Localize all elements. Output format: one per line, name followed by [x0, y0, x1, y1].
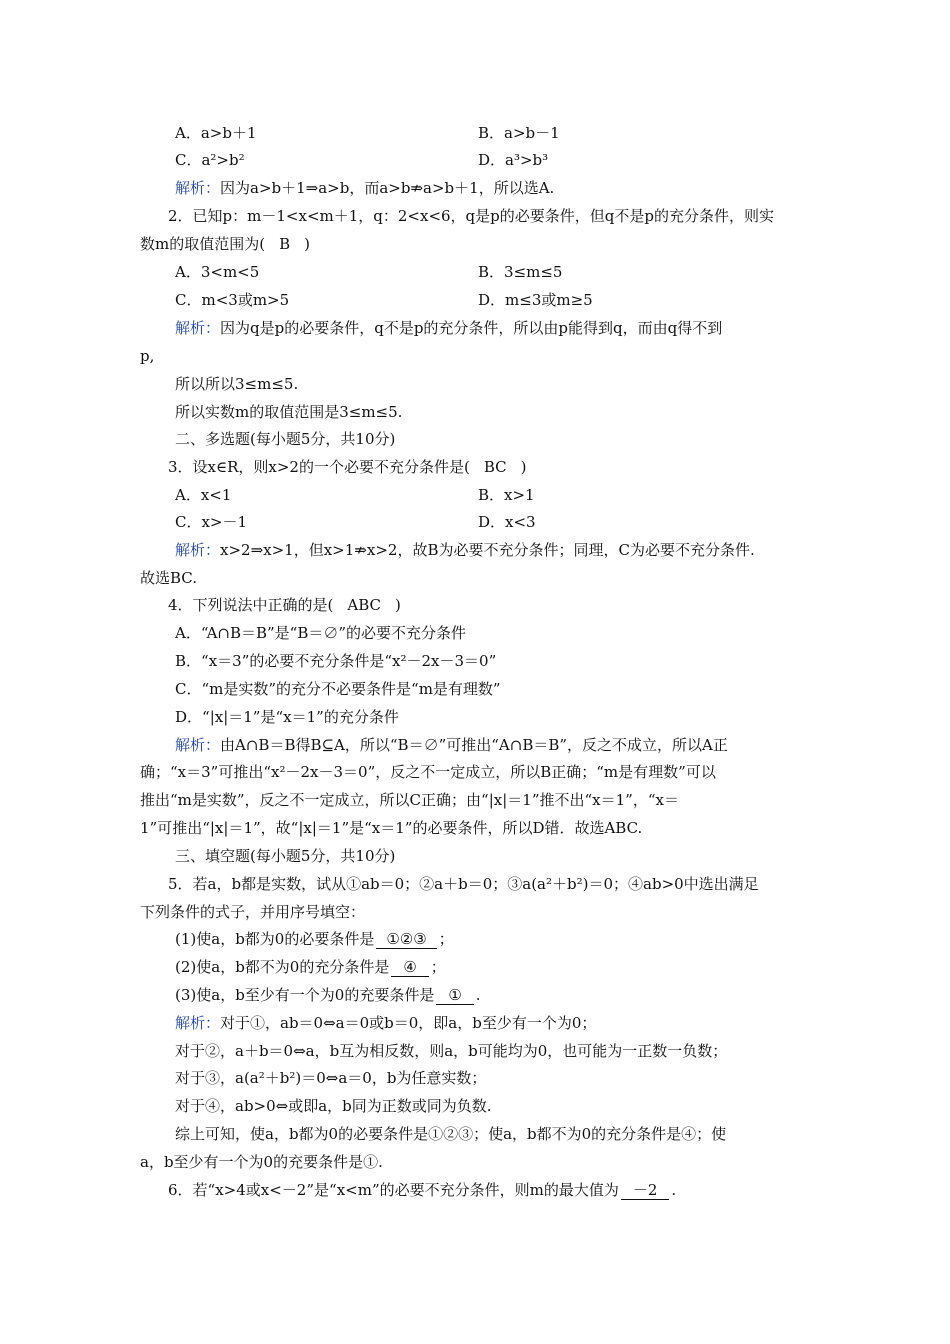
q2-option-c: C．m<3或m>5	[175, 291, 290, 309]
analysis-label: 解析：	[175, 736, 221, 754]
q2-option-b: B．3≤m≤5	[478, 263, 563, 281]
q5-stem-line1: 5．若a，b都是实数，试从①ab＝0；②a＋b＝0；③a(a²＋b²)＝0；④ab>0中选出满足	[168, 875, 759, 893]
q3-stem-text: 3．设x∈R，则x>2的一个必要不充分条件是(	[168, 458, 470, 476]
analysis-text: 对于①，ab＝0⇔a＝0或b＝0，即a，b至少有一个为0；	[220, 1014, 597, 1032]
q1-analysis	[175, 178, 554, 198]
q5-part1-answer: ①②③	[376, 930, 436, 949]
q2-analysis-line2: p,	[140, 347, 155, 365]
q4-analysis-line3: 推出“m是实数”，反之不一定成立，所以C正确；由“|x|＝1”推不出“x＝1”，“x＝	[140, 791, 679, 809]
q4-option-d: D．“|x|＝1”是“x＝1”的充分条件	[175, 708, 399, 726]
q3-option-a: A．x<1	[175, 486, 232, 504]
q6-stem	[168, 1180, 676, 1200]
q1-option-d: D．a³>b³	[478, 151, 549, 169]
q4-stem-text: 4．下列说法中正确的是(	[168, 596, 334, 614]
analysis-label: 解析：	[175, 179, 221, 197]
section-heading-fill-blank: 三、填空题(每小题5分，共10分)	[175, 847, 396, 865]
q3-option-c: C．x>－1	[175, 513, 248, 531]
q4-option-a: A．“A∩B＝B”是“B＝∅”的必要不充分条件	[175, 624, 467, 642]
q2-option-d: D．m≤3或m≥5	[478, 291, 593, 309]
analysis-text: x>2⇒x>1，但x>1⇏x>2，故B为必要不充分条件；同理，C为必要不充分条件.	[220, 541, 755, 559]
q5-part1-text: (1)使a，b都为0的必要条件是	[175, 930, 375, 948]
q2-stem-close: )	[304, 235, 310, 253]
q5-part3	[175, 985, 481, 1005]
q5-part2-text: (2)使a，b都不为0的充分条件是	[175, 958, 390, 976]
q3-stem	[168, 457, 526, 477]
q3-option-b: B．x>1	[478, 486, 535, 504]
analysis-label: 解析：	[175, 319, 221, 337]
q1-option-a: A．a>b＋1	[175, 124, 257, 142]
q5-part3-text: (3)使a，b至少有一个为0的充要条件是	[175, 986, 435, 1004]
q6-stem-text: 6．若“x>4或x<－2”是“x<m”的必要不充分条件，则m的最大值为	[168, 1181, 619, 1199]
q5-part1	[175, 929, 454, 949]
q5-analysis-line3: 对于③，a(a²＋b²)＝0⇔a＝0，b为任意实数；	[175, 1069, 487, 1087]
q1-option-b: B．a>b－1	[478, 124, 560, 142]
q6-answer: －2	[621, 1181, 670, 1200]
q5-part2	[175, 957, 446, 977]
q1-option-c: C．a²>b²	[175, 151, 245, 169]
q4-analysis-line2: 确；“x＝3”可推出“x²－2x－3＝0”，反之不一定成立，所以B正确；“m是有理数”可以	[140, 763, 716, 781]
q2-option-a: A．3<m<5	[175, 263, 260, 281]
section-heading-multi-choice: 二、多选题(每小题5分，共10分)	[175, 430, 396, 448]
q2-answer: B	[279, 235, 291, 253]
q2-stem-line2	[140, 234, 310, 254]
q6-stem-end: .	[671, 1181, 677, 1199]
q4-analysis-line4: 1”可推出“|x|＝1”，故“|x|＝1”是“x＝1”的必要条件，所以D错．故选ABC.	[140, 819, 643, 837]
q5-stem-line2: 下列条件的式子，并用序号填空：	[140, 903, 366, 921]
q4-answer: ABC	[347, 596, 382, 614]
q2-stem-line1: 2．已知p：m－1<x<m＋1，q：2<x<6，q是p的必要条件，但q不是p的充分条件，则实	[168, 207, 774, 225]
q4-option-c: C．“m是实数”的充分不必要条件是“m是有理数”	[175, 680, 501, 698]
analysis-label: 解析：	[175, 541, 221, 559]
q5-analysis-line1	[175, 1013, 596, 1033]
q2-analysis-line1	[175, 318, 722, 338]
q4-option-b: B．“x＝3”的必要不充分条件是“x²－2x－3＝0”	[175, 652, 497, 670]
q5-analysis-line6: a，b至少有一个为0的充要条件是①.	[140, 1153, 383, 1171]
q5-part1-end: ；	[438, 930, 454, 948]
q5-analysis-line2: 对于②，a＋b＝0⇔a，b互为相反数，则a，b可能均为0，也可能为一正数一负数；	[175, 1042, 728, 1060]
q2-analysis-line3: 所以所以3≤m≤5.	[175, 375, 299, 393]
q5-analysis-line4: 对于④，ab>0⇔或即a，b同为正数或同为负数.	[175, 1097, 492, 1115]
q5-part2-answer: ④	[391, 958, 428, 977]
q4-analysis-line1	[175, 735, 728, 755]
analysis-text: 因为q是p的必要条件，q不是p的充分条件，所以由p能得到q，而由q得不到	[220, 319, 723, 337]
q2-analysis-line4: 所以实数m的取值范围是3≤m≤5.	[175, 403, 403, 421]
q3-answer: BC	[483, 458, 507, 476]
q3-analysis-line1	[175, 540, 755, 560]
q5-part3-end: .	[475, 986, 481, 1004]
q2-stem-text: 数m的取值范围为(	[140, 235, 266, 253]
analysis-label: 解析：	[175, 1014, 221, 1032]
q3-analysis-line2: 故选BC.	[140, 569, 198, 587]
analysis-text: 因为a>b＋1⇒a>b，而a>b⇏a>b＋1，所以选A.	[220, 179, 555, 197]
q3-option-d: D．x<3	[478, 513, 536, 531]
q5-part2-end: ；	[430, 958, 446, 976]
q4-stem-close: )	[395, 596, 401, 614]
analysis-text: 由A∩B＝B得B⊆A，所以“B＝∅”可推出“A∩B＝B”，反之不成立，所以A正	[220, 736, 728, 754]
q3-stem-close: )	[520, 458, 527, 476]
q5-part3-answer: ①	[436, 986, 473, 1005]
q5-analysis-line5: 综上可知，使a，b都为0的必要条件是①②③；使a，b都不为0的充分条件是④；使	[175, 1125, 727, 1143]
q4-stem	[168, 595, 401, 615]
